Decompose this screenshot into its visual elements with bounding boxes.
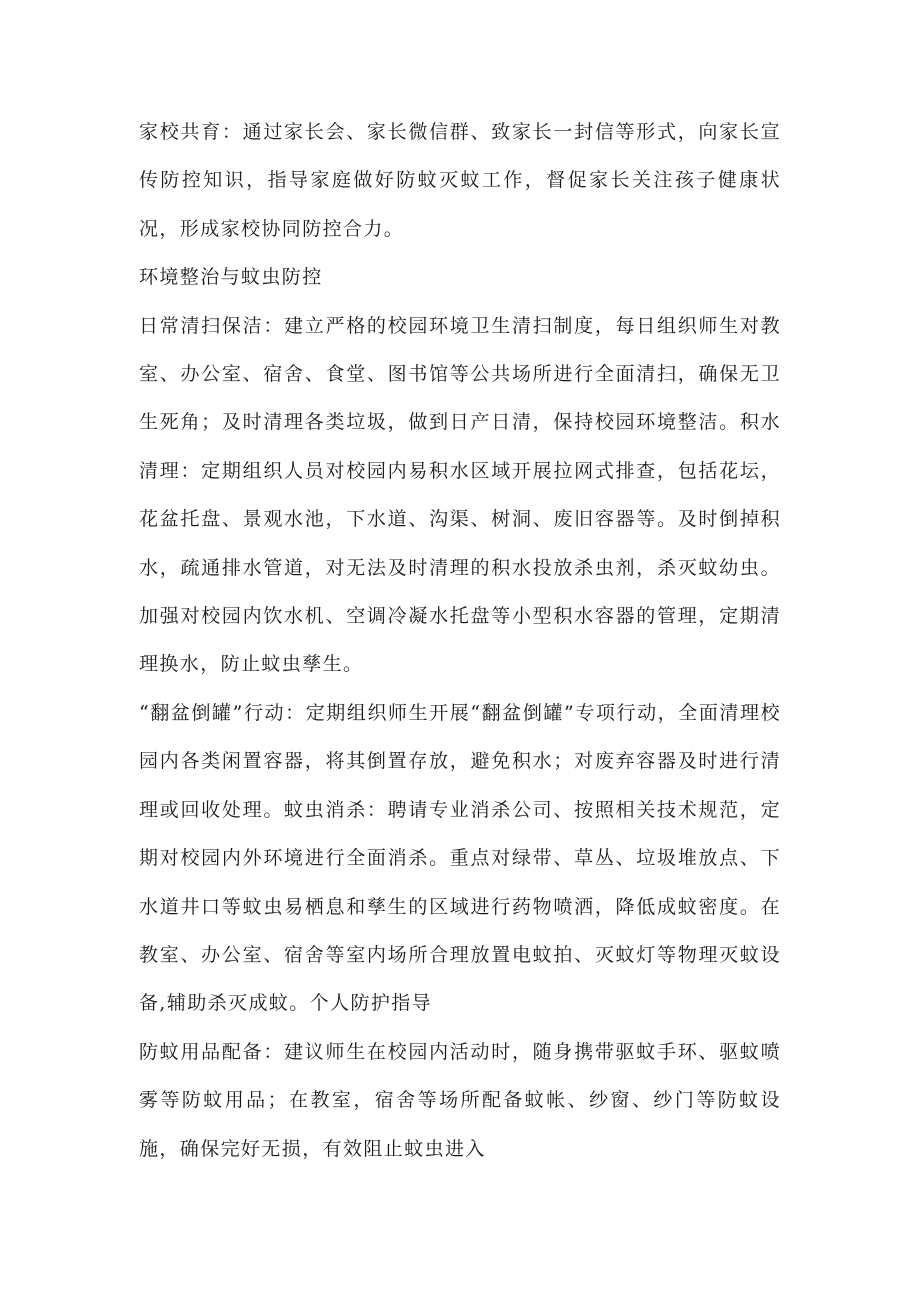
paragraph-daily-cleaning: 日常清扫保洁：建立严格的校园环境卫生清扫制度，每日组织师生对教室、办公室、宿舍、食堂、图书馆等公共场所进行全面清扫，确保无卫生死角；及时清理各类垃圾，做到日产日清，保持校园环境整洁。积水清理：定期组织人员对校园内易积水区域开展拉网式排查，包括花坛，花盆托盘、景观水池，下水道、沟渠、树洞、废旧容器等。及时倒掉积水，疏通排水管道，对无法及时清理的积水投放杀虫剂，杀灭蚊幼虫。加强对校园内饮水机、空调冷凝水托盘等小型积水容器的管理，定期清理换水，防止蚊虫孳生。 xyxy=(139,314,781,676)
section-heading-environment: 环境整治与蚊虫防控 xyxy=(139,266,323,289)
paragraph-protective-supplies: 防蚊用品配备：建议师生在校园内活动时，随身携带驱蚊手环、驱蚊喷雾等防蚊用品；在教室，宿舍等场所配备蚊帐、纱窗、纱门等防蚊设施，确保完好无损，有效阻止蚊虫进入 xyxy=(139,1040,781,1160)
document-body xyxy=(139,108,781,1173)
paragraph-home-school-cooperation: 家校共育：通过家长会、家长微信群、致家长一封信等形式，向家长宣传防控知识，指导家庭做好防蚊灭蚊工作，督促家长关注孩子健康状况，形成家校协同防控合力。 xyxy=(139,121,781,240)
paragraph-container-campaign: “翻盆倒罐”行动：定期组织师生开展“翻盆倒罐”专项行动，全面清理校园内各类闲置容器，将其倒置存放，避免积水；对废弃容器及时进行清理或回收处理。蚊虫消杀：聘请专业消杀公司、按照相关技术规范，定期对校园内外环境进行全面消杀。重点对绿带、草丛、垃圾堆放点、下水道井口等蚊虫易栖息和孳生的区域进行药物喷洒，降低成蚊密度。在教室、办公室、宿舍等室内场所合理放置电蚊拍、灭蚊灯等物理灭蚊设备,辅助杀灭成蚊。个人防护指导 xyxy=(139,701,781,1015)
